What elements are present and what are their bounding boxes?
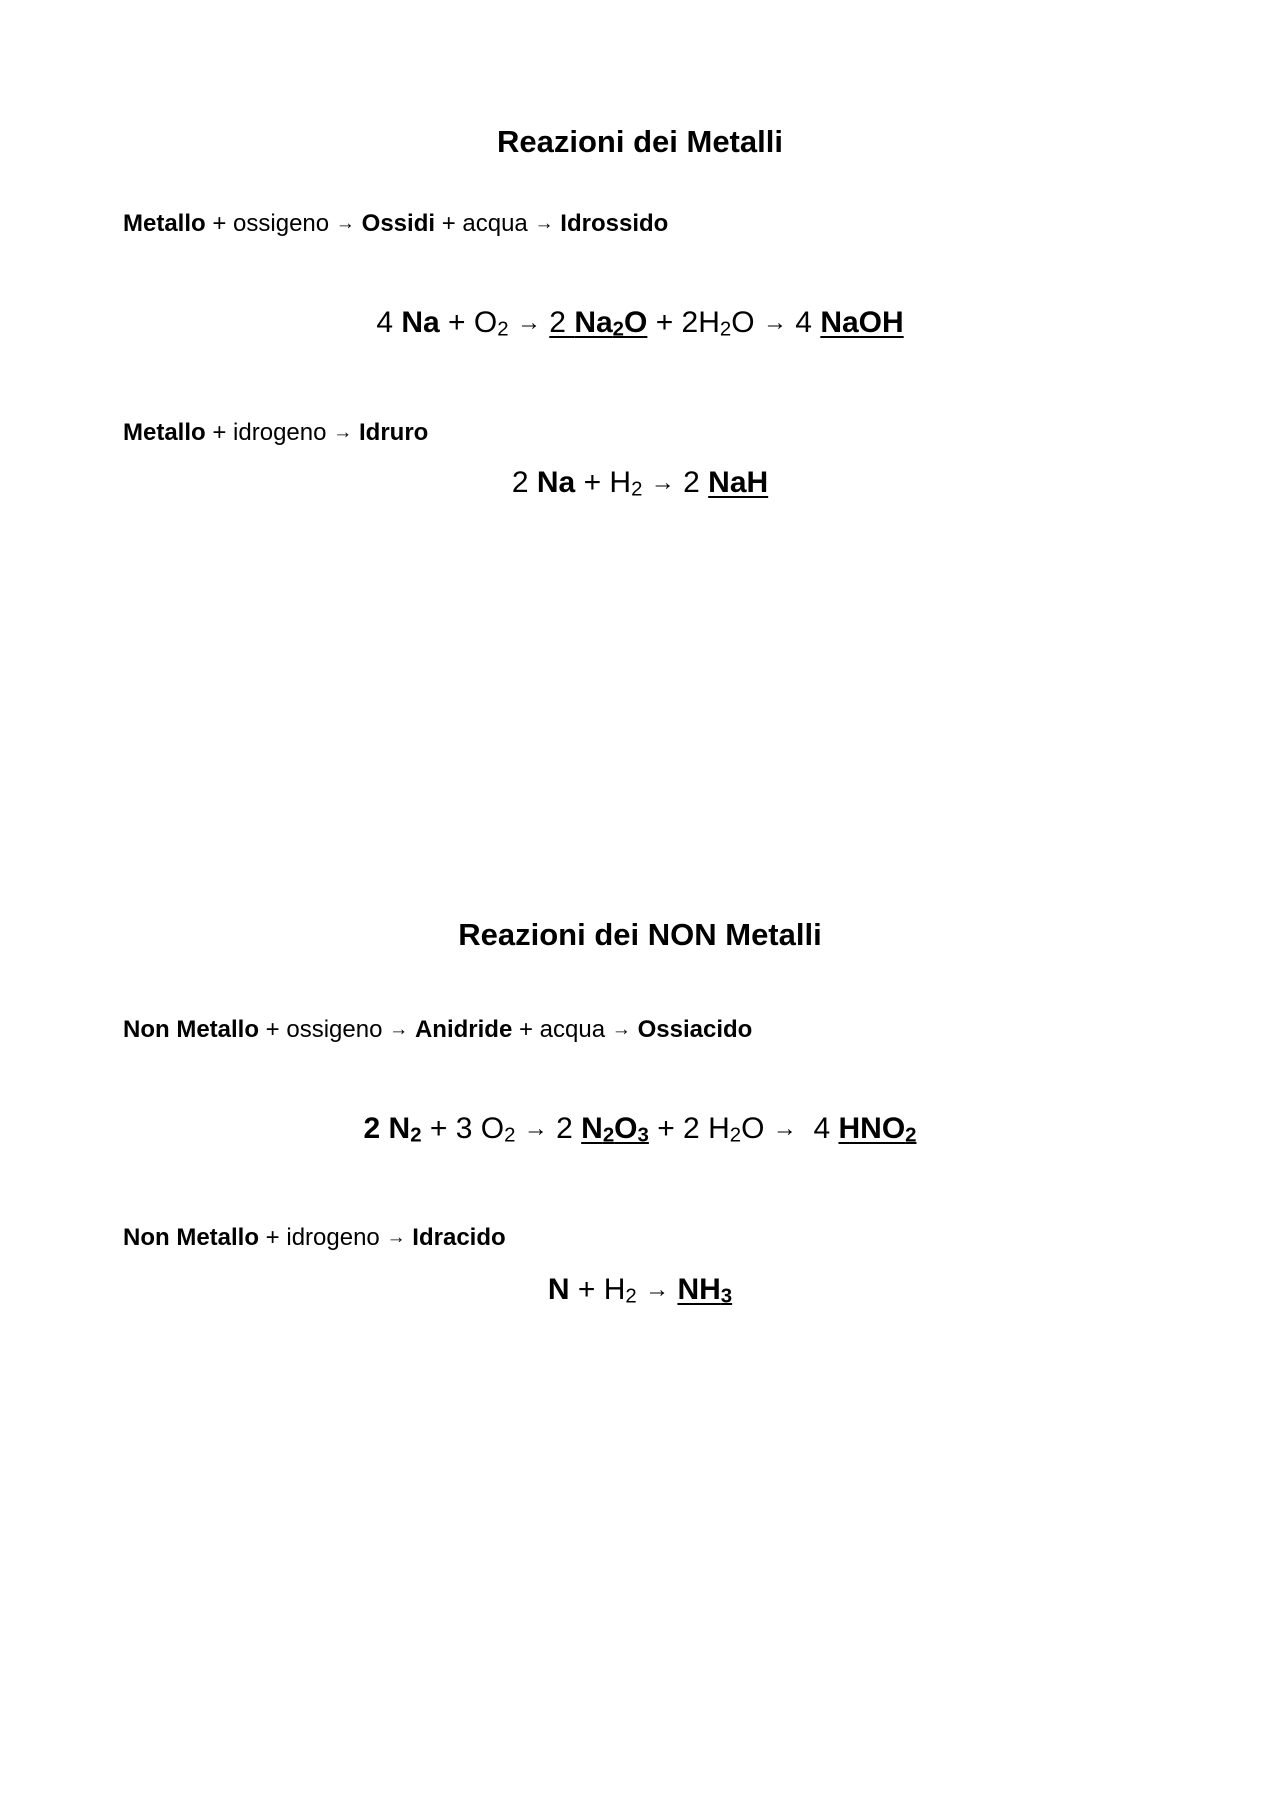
coefficient: 4: [376, 306, 393, 339]
formula: Na: [536, 466, 576, 499]
subscript: 2: [410, 1124, 422, 1147]
formula-part: HNO: [838, 1112, 906, 1145]
rule-reactant: Non Metallo: [123, 1016, 259, 1043]
formula-part: Na: [574, 306, 613, 339]
metals-hydride-equation: [0, 466, 1280, 500]
arrow-icon: →: [333, 422, 353, 444]
subscript: 3: [720, 1285, 733, 1308]
arrow-icon: →: [650, 469, 675, 497]
arrow-icon: →: [386, 1227, 406, 1249]
product-na2o: [549, 306, 647, 339]
rule-text: + ossigeno: [212, 210, 330, 237]
formula-part: 2 N: [363, 1112, 411, 1145]
product-hno2: [838, 1112, 916, 1145]
formula: + 2H: [655, 306, 720, 339]
rule-product: Ossidi: [361, 210, 436, 237]
subscript: 2: [625, 1285, 637, 1308]
rule-text: + acqua: [441, 210, 528, 237]
formula-part: O: [731, 306, 755, 339]
formula-part: O: [741, 1112, 765, 1145]
formula: N: [547, 1273, 570, 1306]
metals-title: Reazioni dei Metalli: [497, 124, 783, 159]
rule-text: + ossigeno: [265, 1016, 383, 1043]
coefficient: 2: [549, 306, 566, 339]
formula-part: NH: [677, 1273, 721, 1306]
nonmetals-hydride-equation: [0, 1273, 1280, 1307]
subscript: 2: [631, 478, 643, 501]
subscript: 2: [905, 1124, 917, 1147]
rule-text: + idrogeno: [265, 1224, 380, 1251]
subscript: 2: [602, 1124, 615, 1147]
rule-reactant: Metallo: [123, 419, 206, 446]
nonmetals-title: Reazioni dei NON Metalli: [458, 917, 822, 952]
formula: [364, 1112, 422, 1145]
product-nah: NaH: [708, 466, 769, 499]
arrow-icon: →: [611, 1019, 631, 1041]
subscript: 2: [729, 1124, 742, 1147]
coefficient: 2: [511, 466, 529, 499]
arrow-icon: →: [523, 1115, 548, 1143]
formula: Na: [401, 306, 440, 339]
rule-product: Idruro: [358, 419, 429, 446]
formula: + 2 H: [657, 1112, 730, 1145]
formula-part: N: [581, 1112, 603, 1145]
subscript: 2: [612, 318, 625, 341]
rule-reactant: Metallo: [123, 210, 206, 237]
subscript: 2: [719, 318, 732, 341]
formula: + H: [577, 1273, 626, 1306]
product-nh3: [677, 1273, 732, 1306]
subscript: 2: [497, 318, 509, 341]
rule-product: Idrossido: [560, 210, 669, 237]
nonmetals-oxide-equation: [0, 1112, 1280, 1146]
product-n2o3: [581, 1112, 649, 1145]
formula: + H: [583, 466, 632, 499]
formula-part: O: [614, 1112, 638, 1145]
formula: [574, 306, 647, 339]
arrow-icon: →: [772, 1115, 797, 1143]
arrow-icon: →: [516, 309, 541, 337]
subscript: 3: [637, 1124, 649, 1147]
rule-text: + acqua: [518, 1016, 606, 1043]
rule-reactant: Non Metallo: [123, 1224, 259, 1251]
formula: + O: [448, 306, 498, 339]
rule-product: Anidride: [414, 1016, 513, 1043]
arrow-icon: →: [534, 213, 554, 235]
arrow-icon: →: [389, 1019, 409, 1041]
metals-oxide-equation: [0, 306, 1280, 340]
nonmetals-hydride-rule: [123, 1224, 506, 1252]
formula: + 3 O: [429, 1112, 505, 1145]
coefficient: 2: [556, 1112, 573, 1145]
nonmetals-oxide-rule: [123, 1016, 752, 1044]
arrow-icon: →: [762, 309, 787, 337]
coefficient: 4: [795, 306, 812, 339]
coefficient: 4: [813, 1112, 831, 1145]
rule-product: Ossiacido: [637, 1016, 753, 1043]
arrow-icon: →: [645, 1276, 670, 1304]
coefficient: 2: [683, 466, 700, 499]
metals-hydride-rule: [123, 419, 428, 447]
arrow-icon: →: [335, 213, 355, 235]
rule-text: + idrogeno: [212, 419, 327, 446]
rule-product: Idracido: [412, 1224, 506, 1251]
subscript: 2: [504, 1124, 516, 1147]
metals-oxide-rule: [123, 210, 668, 238]
product-naoh: NaOH: [820, 306, 904, 339]
formula-part: O: [624, 306, 648, 339]
